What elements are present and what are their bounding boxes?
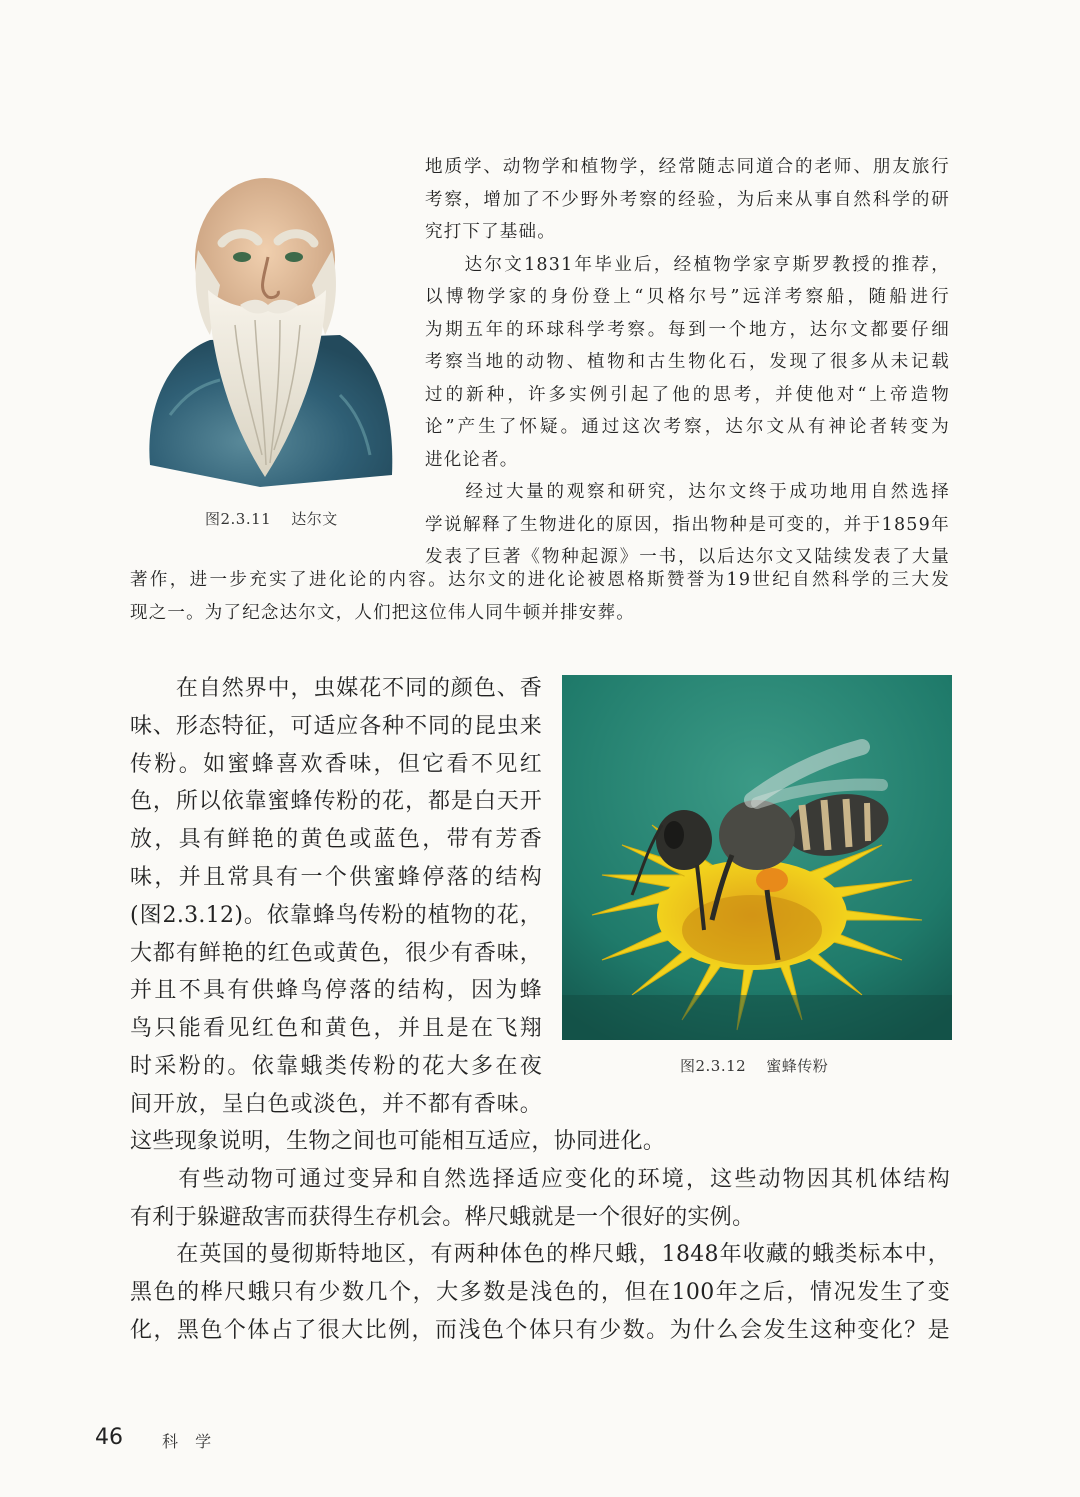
figure-title: 达尔文 [291,510,338,528]
text-line: 为期五年的环球科学考察。每到一个地方，达尔文都要仔细 [425,319,950,340]
text-line: 在英国的曼彻斯特地区，有两种体色的桦尺蛾，1848年收藏的蛾类标本中， [130,1242,950,1268]
text-line: 鸟只能看见红色和黄色，并且是在飞翔 [130,1016,542,1042]
text-line: 化，黑色个体占了很大比例，而浅色个体只有少数。为什么会发生这种变化？是 [130,1317,950,1343]
top-column-text [425,151,950,574]
text-line: 间开放，呈白色或淡色，并不都有香味。 [130,1091,542,1117]
text-line: 有利于躲避敌害而获得生存机会。桦尺蛾就是一个很好的实例。 [130,1204,755,1230]
text-line: 现之一。为了纪念达尔文，人们把这位伟人同牛顿并排安葬。 [130,602,635,623]
text-line: 传粉。如蜜蜂喜欢香味，但它看不见红 [130,751,542,777]
text-line: 地质学、动物学和植物学，经常随志同道合的老师、朋友旅行 [425,157,950,177]
text-line: 大都有鲜艳的红色或黄色，很少有香味， [130,940,542,966]
text-line: 进化论者。 [425,449,519,470]
text-line: 有些动物可通过变异和自然选择适应变化的环境，这些动物因其机体结构 [130,1166,950,1192]
top-full-text [130,564,950,629]
figure-title: 蜜蜂传粉 [766,1057,829,1075]
figure-caption-bee [680,1055,828,1076]
text-line: 考察，增加了不少野外考察的经验，为后来从事自然科学的研 [425,189,950,210]
text-line: 经过大量的观察和研究，达尔文终于成功地用自然选择 [425,482,950,502]
text-line: 并且不具有供蜂鸟停落的结构，因为蜂 [130,978,542,1004]
text-line: 味、形态特征，可适应各种不同的昆虫来 [130,713,542,739]
page-number: 46 [95,1425,123,1450]
figure-caption-darwin [205,508,338,529]
text-line: (图2.3.12)。依靠蜂鸟传粉的植物的花， [130,902,542,928]
figure-number: 图2.3.11 [205,510,272,528]
text-line: 放，具有鲜艳的黄色或蓝色，带有芳香 [130,827,542,853]
text-line: 学说解释了生物进化的原因，指出物种是可变的，并于1859年 [425,514,950,535]
text-line: 达尔文1831年毕业后，经植物学家亨斯罗教授的推荐， [425,254,950,275]
text-line: 这些现象说明，生物之间也可能相互适应，协同进化。 [130,1129,666,1154]
text-line: 论”产生了怀疑。通过这次考察，达尔文从有神论者转变为 [425,417,950,437]
bee-pollination-photo [562,675,952,1040]
text-line: 过的新种，许多实例引起了他的思考，并使他对“上帝造物 [425,384,950,405]
text-line: 发表了巨著《物种起源》一书，以后达尔文又陆续发表了大量 [425,547,950,567]
bottom-full-text [130,1123,950,1350]
bottom-column-text [130,670,542,1124]
text-line: 以博物学家的身份登上“贝格尔号”远洋考察船，随船进行 [425,287,950,307]
text-line: 考察当地的动物、植物和古生物化石，发现了很多从未记载 [425,352,950,372]
text-line: 著作，进一步充实了进化论的内容。达尔文的进化论被恩格斯赞誉为19世纪自然科学的三大发 [130,570,950,590]
text-line: 究打下了基础。 [425,222,556,242]
darwin-portrait [140,165,400,495]
text-line: 黑色的桦尺蛾只有少数几个，大多数是浅色的，但在100年之后，情况发生了变 [130,1280,950,1306]
text-line: 在自然界中，虫媒花不同的颜色、香 [130,676,542,701]
footer-subject: 科 学 [162,1432,218,1451]
figure-number: 图2.3.12 [680,1057,747,1075]
text-line: 色，所以依靠蜜蜂传粉的花，都是白天开 [130,789,542,815]
text-line: 时采粉的。依靠蛾类传粉的花大多在夜 [130,1053,542,1079]
text-line: 味，并且常具有一个供蜜蜂停落的结构 [130,864,542,890]
